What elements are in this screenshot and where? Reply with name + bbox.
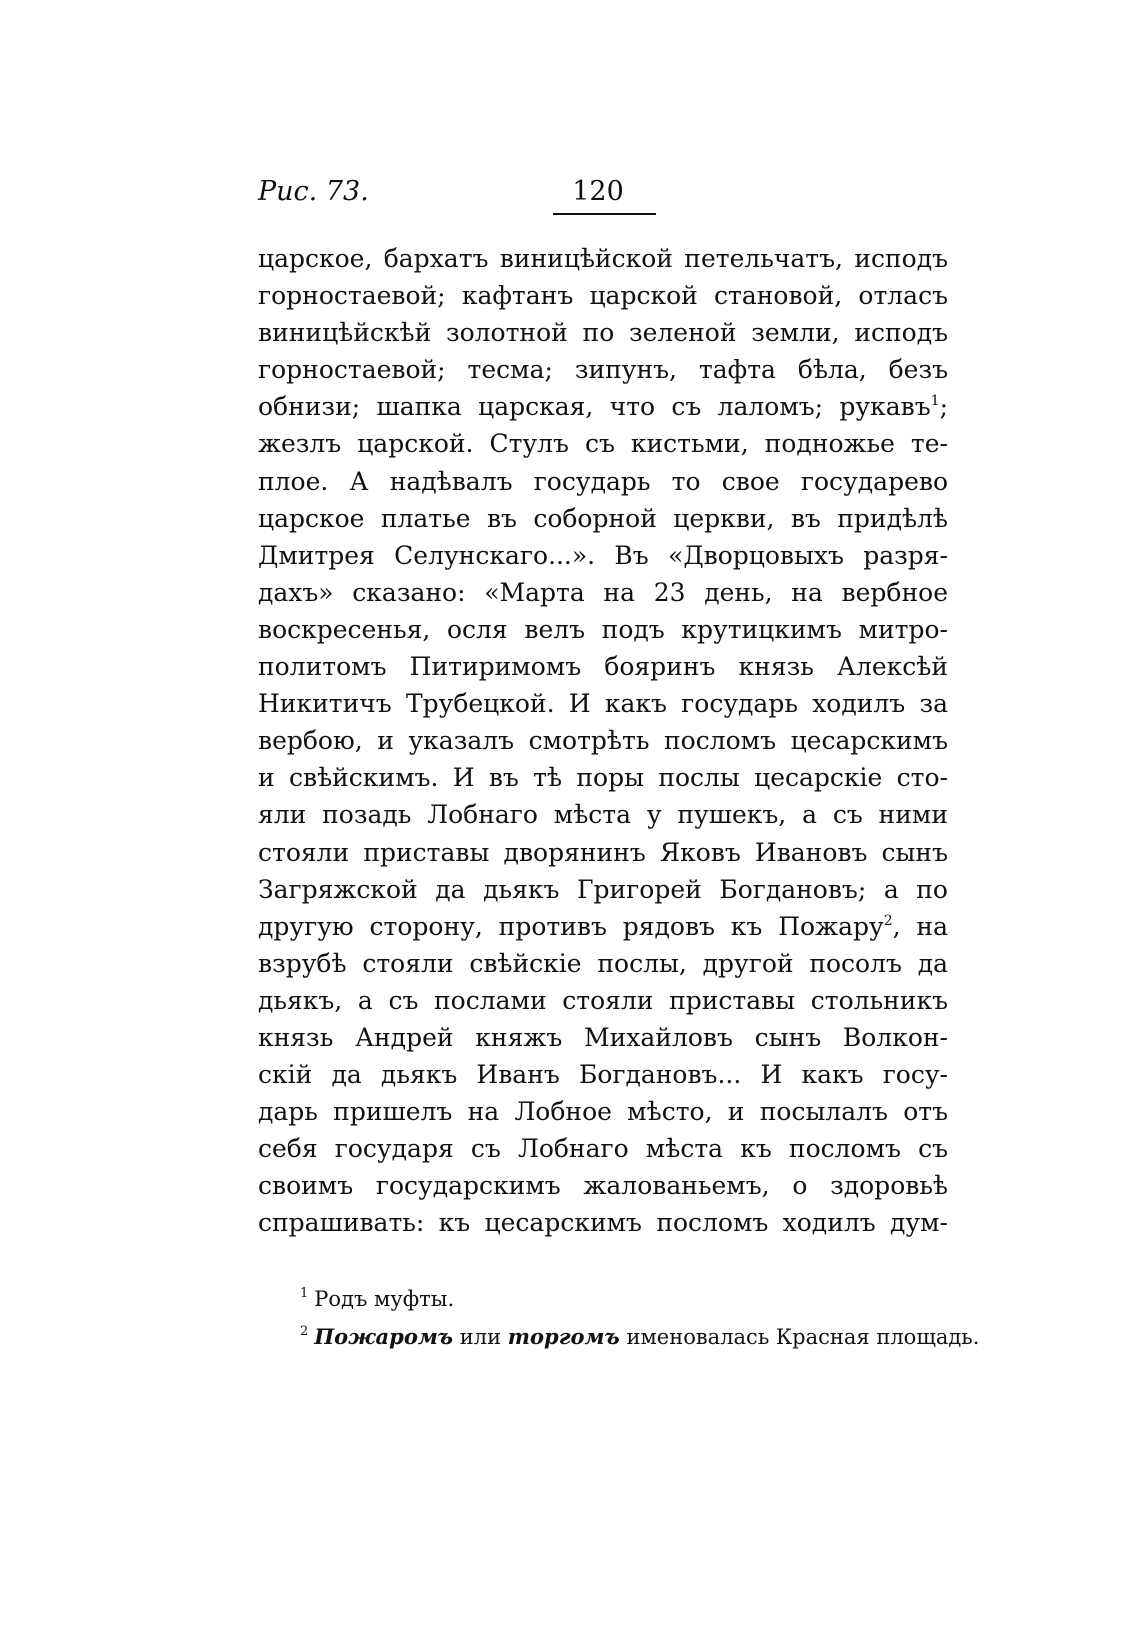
text-line: [258, 388, 948, 425]
text-line: плое. А надѣвалъ государь то свое государево: [258, 466, 948, 496]
text-line: дарь пришелъ на Лобное мѣсто, и посылалъ отъ: [258, 1097, 948, 1127]
text-line: скій да дьякъ Иванъ Богдановъ... И какъ госу-: [258, 1060, 948, 1090]
text-line: политомъ Питиримомъ бояринъ князь Алексѣй: [258, 652, 948, 682]
text-line: яли позадь Лобнаго мѣста у пушекъ, а съ ними: [258, 800, 948, 830]
text-line-suffix: ;: [939, 392, 948, 422]
footnote-1: [300, 1280, 950, 1318]
text-line: спрашивать: къ цесарскимъ посломъ ходилъ дум-: [258, 1208, 948, 1238]
page-number: 120: [572, 176, 624, 207]
text-line: себя государя съ Лобнаго мѣста къ посломъ съ: [258, 1134, 948, 1164]
text-line: горностаевой; тесма; зипунъ, тафта бѣла, безъ: [258, 355, 948, 385]
text-line: Дмитрея Селунскаго...». Въ «Дворцовыхъ разря-: [258, 540, 948, 570]
text-line: вербою, и указалъ смотрѣть посломъ цесарскимъ: [258, 726, 948, 756]
footnotes: [300, 1280, 980, 1356]
footnote-text: именовалась Красная площадь.: [626, 1325, 980, 1349]
footnote-term: Пожаромъ: [314, 1324, 454, 1349]
footnote-marker: 2: [300, 1324, 309, 1339]
text-line: Загряжской да дьякъ Григорей Богдановъ; а по: [258, 874, 948, 904]
text-line-content: обнизи; шапка царская, что съ лаломъ; рукавъ: [258, 392, 931, 422]
footnote-text: Родъ муфты.: [314, 1287, 455, 1311]
text-line-content: другую сторону, противъ рядовъ къ Пожару: [258, 911, 884, 941]
text-line: виницѣйскѣй золотной по зеленой земли, исподъ: [258, 318, 948, 348]
footnote-ref-1: 1: [930, 393, 940, 410]
text-line: дахъ» сказано: «Марта на 23 день, на вербное: [258, 577, 948, 607]
text-line: воскресенья, осля велъ подъ крутицкимъ митро-: [258, 614, 948, 644]
body-text: [258, 240, 948, 1242]
text-line: горностаевой; кафтанъ царской становой, отласъ: [258, 281, 948, 311]
figure-label: Рис. 73.: [258, 176, 369, 207]
header-underline: [553, 213, 656, 215]
text-line: своимъ государскимъ жалованьемъ, о здоровьѣ: [258, 1171, 948, 1201]
text-line: стояли приставы дворянинъ Яковъ Ивановъ сынъ: [258, 837, 948, 867]
footnote-2: [300, 1318, 980, 1356]
text-line: и свѣйскимъ. И въ тѣ поры послы цесарскіе сто-: [258, 763, 948, 793]
text-line: [258, 908, 948, 945]
text-line: царское, бархатъ виницѣйской петельчатъ, исподъ: [258, 244, 948, 273]
text-line: жезлъ царской. Стулъ съ кистьми, подножье те-: [258, 429, 948, 459]
text-line: дьякъ, а съ послами стояли приставы стольникъ: [258, 985, 948, 1015]
footnote-text: или: [459, 1325, 502, 1349]
text-line: царское платье въ соборной церкви, въ придѣлѣ: [258, 503, 948, 533]
footnote-ref-2: 2: [883, 912, 893, 929]
text-line: князь Андрей княжъ Михайловъ сынъ Волкон-: [258, 1022, 948, 1052]
footnote-term: торгомъ: [507, 1324, 620, 1349]
footnote-marker: 1: [300, 1286, 309, 1301]
text-line-suffix: , на: [892, 911, 948, 941]
text-line: Никитичъ Трубецкой. И какъ государь ходилъ за: [258, 689, 948, 719]
text-line: взрубѣ стояли свѣйскіе послы, другой посолъ да: [258, 948, 948, 978]
running-header: [258, 175, 948, 225]
